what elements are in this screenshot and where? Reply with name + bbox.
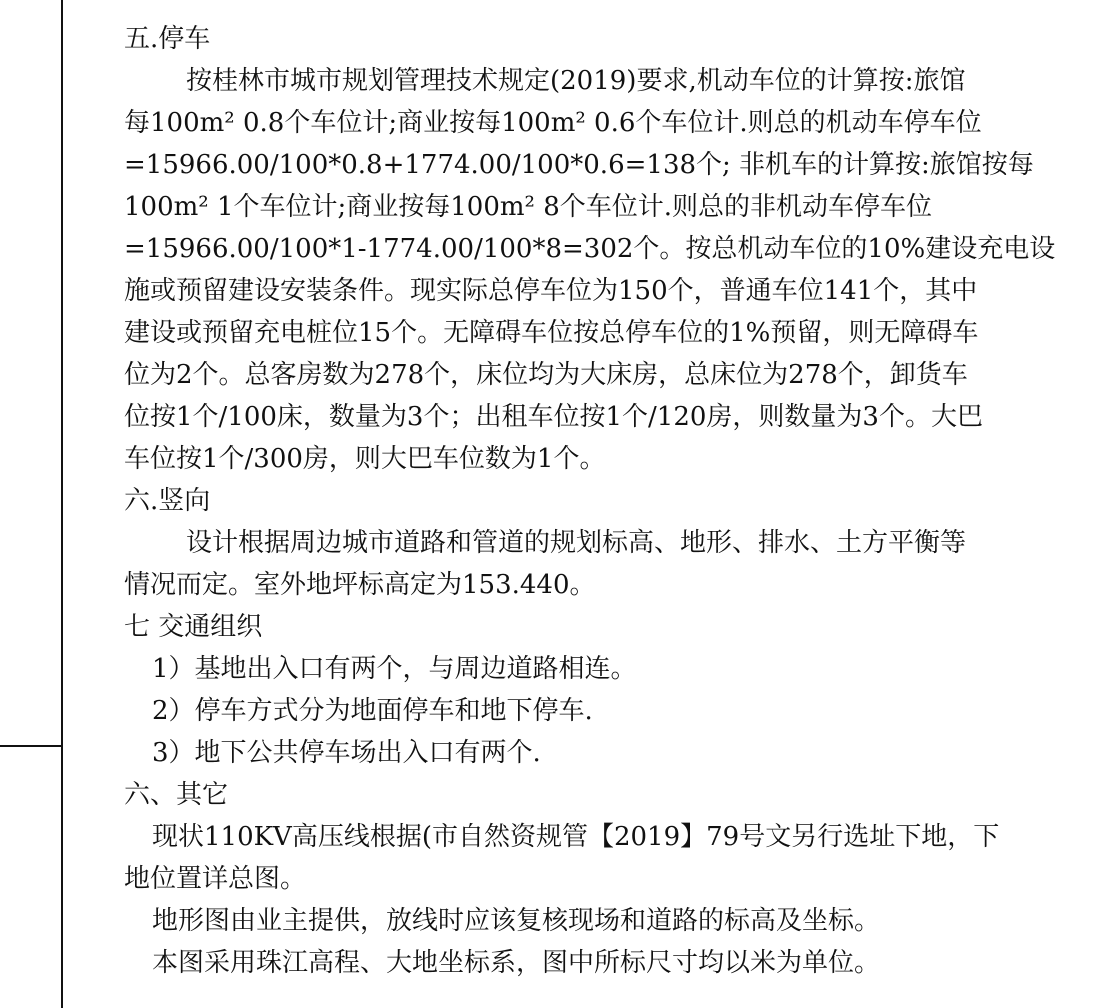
section-heading-vertical: 六.竖向 <box>124 486 211 516</box>
parking-text-line-3: =15966.00/100*0.8+1774.00/100*0.6=138个; 非机车的计算按:旅馆按每 <box>124 150 1034 180</box>
other-text-line-3: 地形图由业主提供，放线时应该复核现场和道路的标高及坐标。 <box>152 906 881 936</box>
frame-horizontal-line <box>0 745 62 747</box>
parking-text-line-4: 100m² 1个车位计;商业按每100m² 8个车位计.则总的非机动车停车位 <box>124 192 933 222</box>
vertical-text-line-2: 情况而定。室外地坪标高定为153.440。 <box>124 570 596 600</box>
other-text-line-2: 地位置详总图。 <box>124 864 307 894</box>
parking-text-line-2: 每100m² 0.8个车位计;商业按每100m² 0.6个车位计.则总的机动车停车位 <box>124 108 982 138</box>
parking-text-line-9: 位按1个/100床，数量为3个；出租车位按1个/120房，则数量为3个。大巴 <box>124 402 983 432</box>
document-body <box>124 18 1056 984</box>
traffic-item-2: 2）停车方式分为地面停车和地下停车. <box>152 696 593 726</box>
traffic-item-1: 1）基地出入口有两个，与周边道路相连。 <box>152 654 637 684</box>
parking-text-line-1: 按桂林市城市规划管理技术规定(2019)要求,机动车位的计算按:旅馆 <box>186 66 966 96</box>
section-heading-parking: 五.停车 <box>124 24 211 54</box>
parking-text-line-8: 位为2个。总客房数为278个，床位均为大床房，总床位为278个，卸货车 <box>124 360 968 390</box>
other-text-line-4: 本图采用珠江高程、大地坐标系，图中所标尺寸均以米为单位。 <box>152 948 881 978</box>
parking-text-line-5: =15966.00/100*1-1774.00/100*8=302个。按总机动车位的10%建设充电设 <box>124 234 1056 264</box>
parking-text-line-7: 建设或预留充电桩位15个。无障碍车位按总停车位的1%预留，则无障碍车 <box>124 318 979 348</box>
vertical-text-line-1: 设计根据周边城市道路和管道的规划标高、地形、排水、土方平衡等 <box>186 528 967 558</box>
section-heading-traffic: 七 交通组织 <box>124 612 263 642</box>
frame-vertical-line <box>61 0 63 1008</box>
traffic-item-3: 3）地下公共停车场出入口有两个. <box>152 738 541 768</box>
other-text-line-1: 现状110KV高压线根据(市自然资规管【2019】79号文另行选址下地，下 <box>152 822 1000 852</box>
parking-text-line-10: 车位按1个/300房，则大巴车位数为1个。 <box>124 444 606 474</box>
parking-text-line-6: 施或预留建设安装条件。现实际总停车位为150个，普通车位141个，其中 <box>124 276 978 306</box>
section-heading-other: 六、其它 <box>124 780 229 810</box>
